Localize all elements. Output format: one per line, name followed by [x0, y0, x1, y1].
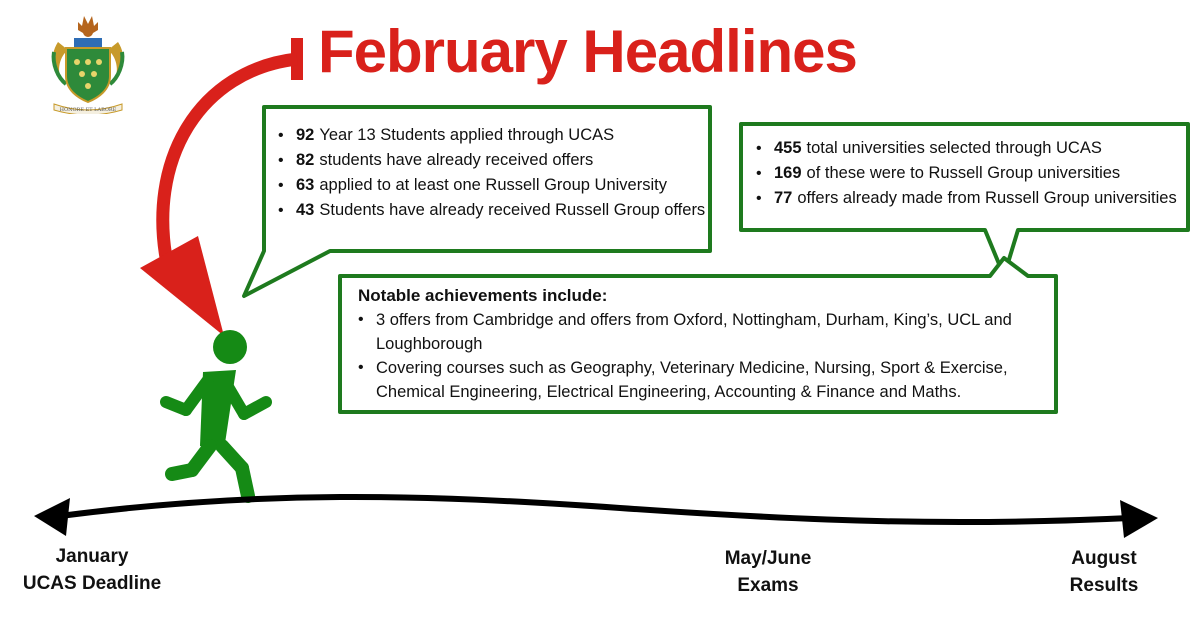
- list-item: [756, 161, 1186, 186]
- school-crest-icon: [48, 12, 128, 114]
- stats-box-1: [278, 123, 708, 223]
- stat-text: Year 13 Students applied through UCAS: [319, 126, 615, 144]
- timeline-arrow: [34, 497, 1158, 538]
- stat-text: total universities selected through UCAS: [806, 139, 1102, 157]
- stat-value: 77: [774, 189, 793, 207]
- timeline-label-may-june: [688, 545, 848, 599]
- list-item: [278, 198, 708, 223]
- notable-achievements: [358, 284, 1038, 404]
- stat-text: applied to at least one Russell Group University: [319, 176, 667, 194]
- stat-text: Students have already received Russell Group offers: [319, 201, 706, 219]
- stat-value: 169: [774, 164, 802, 182]
- timeline-label-line: Results: [1069, 575, 1139, 596]
- running-person-icon: [166, 330, 266, 496]
- stat-value: 82: [296, 151, 315, 169]
- stat-value: 63: [296, 176, 315, 194]
- timeline-label-august: [1024, 545, 1184, 599]
- list-item: [278, 148, 708, 173]
- list-item: [278, 173, 708, 198]
- stat-text: offers already made from Russell Group universities: [797, 189, 1177, 207]
- timeline-label-line: January: [55, 546, 129, 567]
- crest-motto: HONORE ET LABORE: [59, 107, 117, 113]
- list-item: [756, 136, 1186, 161]
- list-item: • 3 offers from Cambridge and offers from Oxford, Nottingham, Durham, King’s, UCL and Loughborough: [358, 308, 1038, 356]
- page-title: February Headlines: [318, 18, 857, 85]
- stat-text: students have already received offers: [319, 151, 594, 169]
- list-item: [756, 186, 1186, 211]
- timeline-label-line: August: [1071, 548, 1137, 569]
- stats-box-2: [756, 136, 1186, 211]
- timeline-label-line: May/June: [724, 548, 812, 569]
- stat-value: 43: [296, 201, 315, 219]
- list-item: [278, 123, 708, 148]
- stat-text: of these were to Russell Group universities: [806, 164, 1121, 182]
- timeline-label-january: [12, 543, 172, 597]
- stat-value: 92: [296, 126, 315, 144]
- stat-value: 455: [774, 139, 802, 157]
- timeline-label-line: Exams: [737, 575, 799, 596]
- timeline-label-line: UCAS Deadline: [22, 573, 162, 594]
- notable-heading: Notable achievements include:: [358, 286, 608, 305]
- list-item: • Covering courses such as Geography, Veterinary Medicine, Nursing, Sport & Exercise, Chemical Engineering, Electrical Engineering, Accounting & Finance and Maths.: [358, 356, 1038, 404]
